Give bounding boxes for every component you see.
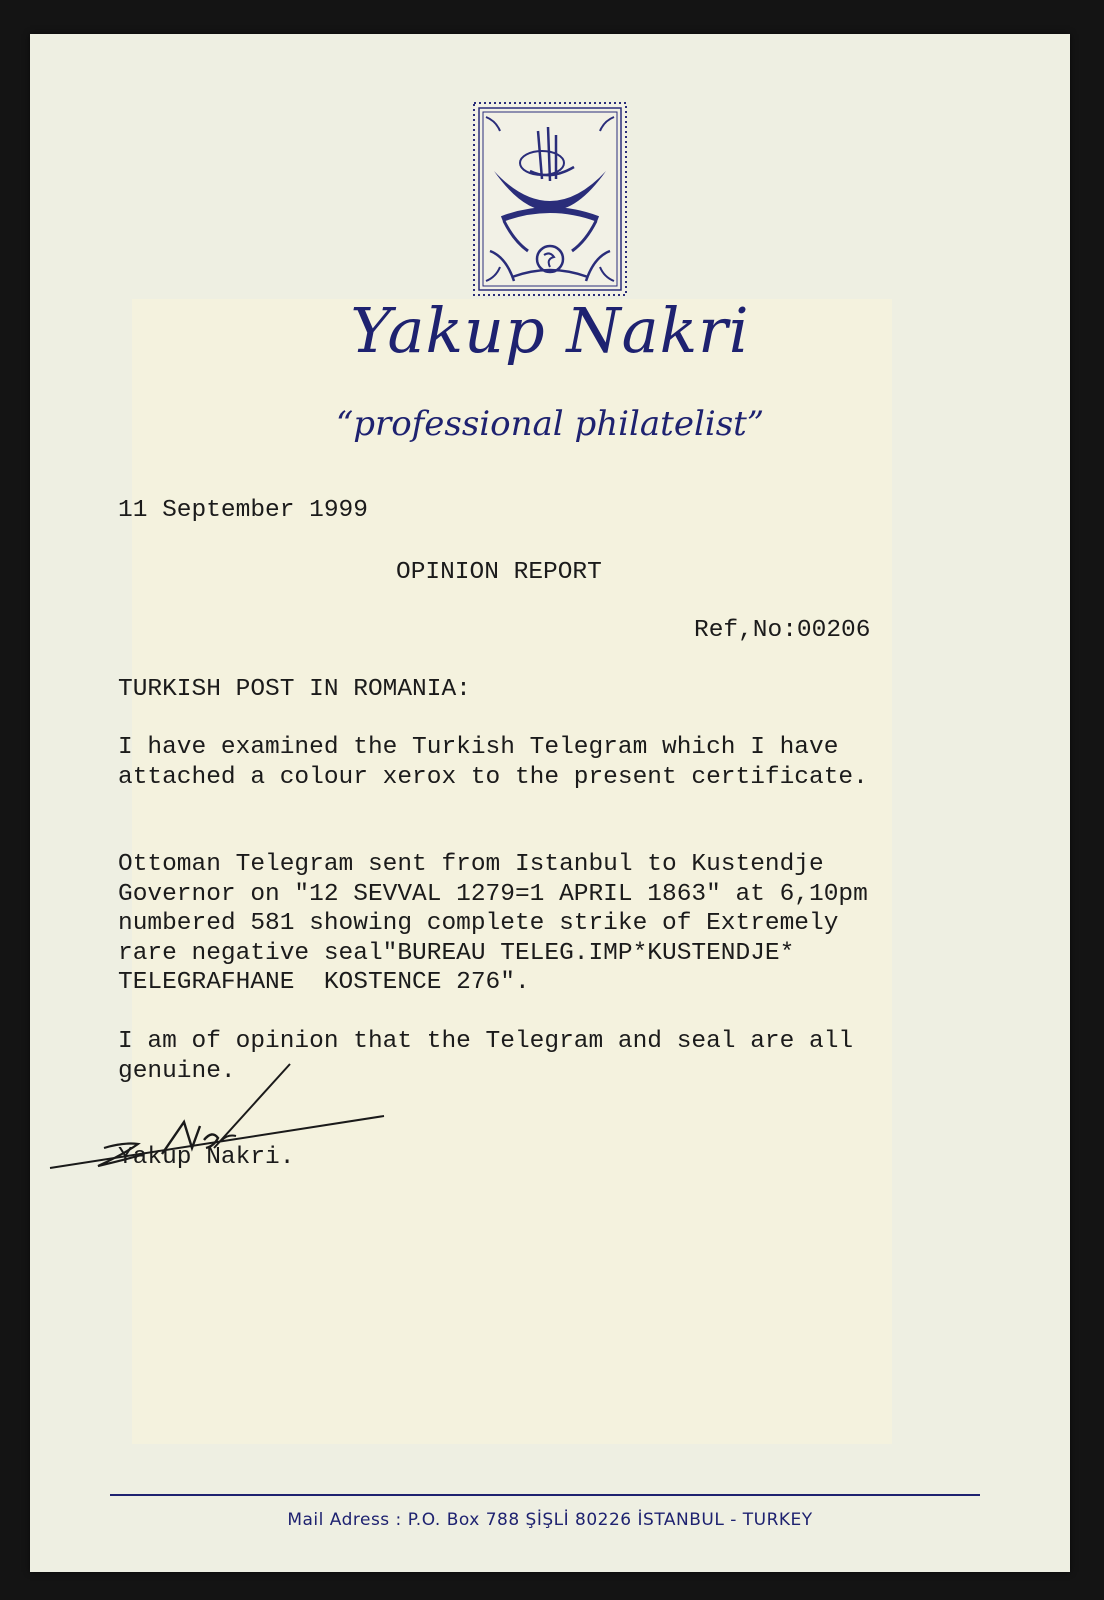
letterhead-name: Yakup Nakri [350,294,750,367]
footer-divider [110,1494,980,1496]
signoff-name: Yakup Nakri. [118,1144,295,1171]
paragraph-opinion: I am of opinion that the Telegram and seal are all genuine. [118,1028,854,1085]
report-subject: TURKISH POST IN ROMANIA: [118,676,471,703]
ottoman-tughra-stamp-icon [472,101,628,297]
letterhead-tagline: “professional philatelist” [335,404,765,444]
report-heading: OPINION REPORT [396,559,602,586]
footer-address: Mail Adress : P.O. Box 788 ŞİŞLİ 80226 İSTANBUL - TURKEY [287,1510,813,1530]
letter-date: 11 September 1999 [118,497,368,524]
reference-number: Ref,No:00206 [694,617,871,644]
paragraph-description: Ottoman Telegram sent from Istanbul to Kustendje Governor on "12 SEVVAL 1279=1 APRIL 1863" at 6,10pm numbered 581 showing complete strike of Extremely rare negative seal"BUREAU TELEG.IMP*KUSTENDJE* TELEGRAFHANE KOSTENCE 276". [118,851,868,996]
paragraph-examination: I have examined the Turkish Telegram which I have attached a colour xerox to the present certificate. [118,734,868,791]
certificate-page [30,34,1070,1572]
